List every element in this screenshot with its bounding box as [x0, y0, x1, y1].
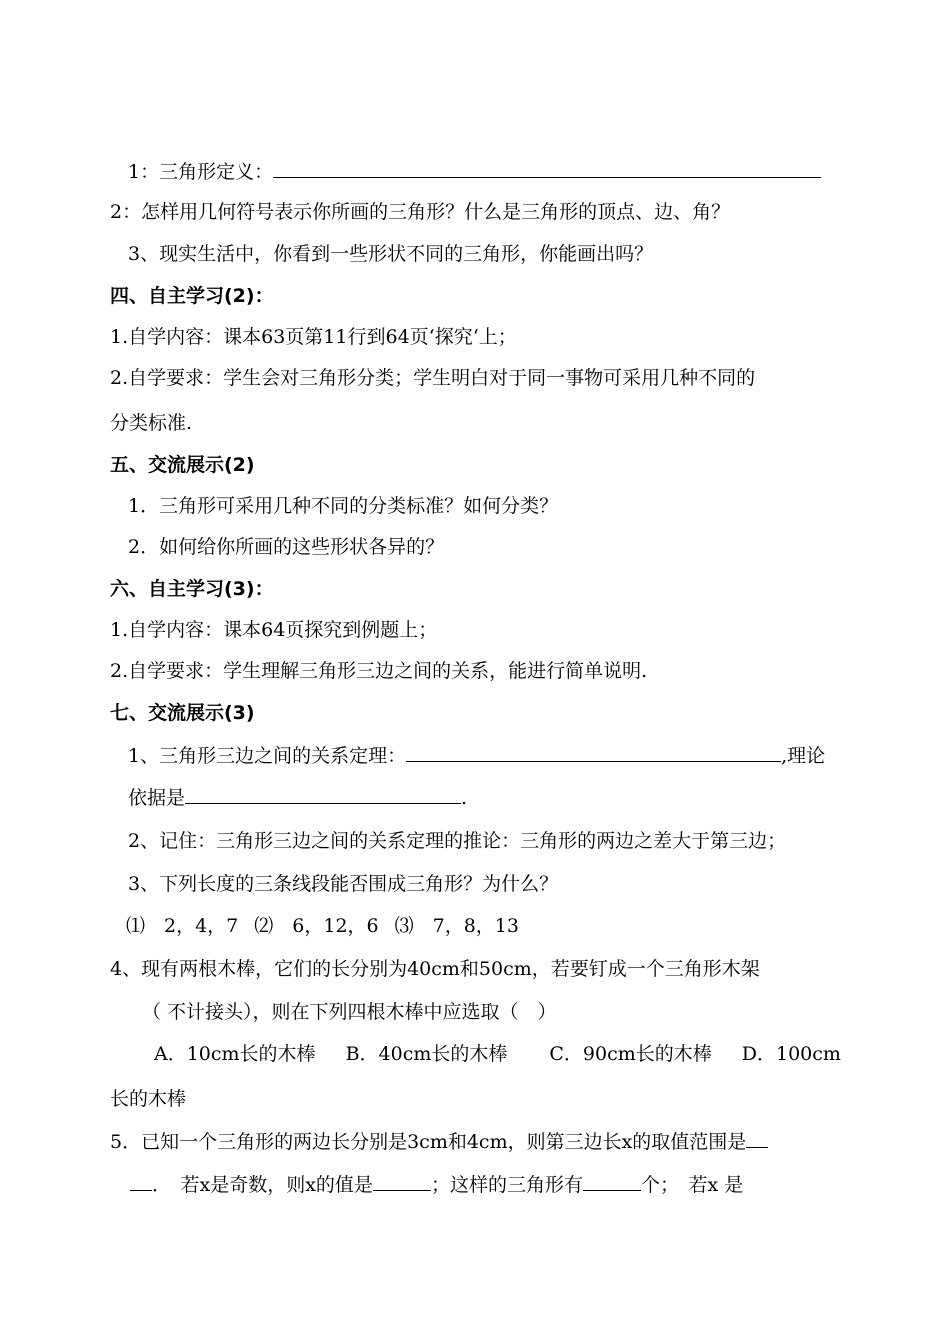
question-text: ；这样的三角形有: [430, 1174, 583, 1196]
question-text: 5．已知一个三角形的两边长分别是3cm和4cm，则第三边长x的取值范围是: [110, 1131, 747, 1153]
answer-blank[interactable]: [373, 1170, 431, 1191]
question-text: .: [461, 787, 468, 809]
answer-blank[interactable]: [185, 783, 461, 804]
answer-blank[interactable]: [583, 1170, 641, 1191]
exchange-question-2: 2．如何给你所画的这些形状各异的？: [128, 536, 445, 558]
question-odd-x: [130, 1170, 743, 1198]
section-heading-exchange-3: 七、交流展示(3): [110, 702, 255, 724]
choice-c[interactable]: C．90cm长的木棒: [549, 1043, 712, 1065]
question-wooden-sticks-cont: （ 不计接头），则在下列四根木棒中应选取（ ）: [142, 1001, 557, 1023]
answer-blank[interactable]: [273, 157, 821, 178]
question-text: 1、三角形三边之间的关系定理：: [128, 745, 407, 767]
question-triangle-definition: [128, 157, 821, 185]
option-3: ⑶ 7，8，13: [394, 915, 519, 937]
answer-blank[interactable]: [406, 741, 781, 762]
question-form-triangle: 3、下列长度的三条线段能否围成三角形？为什么？: [128, 873, 559, 895]
segment-options: [126, 912, 519, 940]
self-study-requirement-2: 2.自学要求：学生会对三角形分类；学生明白对于同一事物可采用几种不同的: [110, 367, 756, 389]
section-heading-self-study-3: 六、自主学习(3)：: [110, 578, 274, 600]
self-study-requirement-3: 2.自学要求：学生理解三角形三边之间的关系，能进行简单说明.: [110, 660, 648, 682]
answer-blank[interactable]: [130, 1170, 152, 1191]
question-theorem-basis: [128, 783, 467, 811]
choice-options: [154, 1040, 841, 1068]
self-study-content-2: 1.自学内容：课本63页第11行到64页‘探究‘上；: [110, 326, 517, 348]
question-text: ,理论: [781, 745, 826, 767]
question-third-side-range: [110, 1127, 768, 1155]
section-heading-exchange-2: 五、交流展示(2): [110, 454, 255, 476]
choice-d[interactable]: D．100cm: [741, 1043, 841, 1065]
section-heading-self-study-2: 四、自主学习(2)：: [110, 285, 274, 307]
question-triangle-side-theorem: [128, 741, 825, 769]
option-2: ⑵ 6，12，6: [254, 915, 379, 937]
self-study-content-3: 1.自学内容：课本64页探究到例题上；: [110, 619, 438, 641]
answer-blank[interactable]: [746, 1127, 768, 1148]
choice-b[interactable]: B．40cm长的木棒: [345, 1043, 508, 1065]
question-draw-triangles: 3、现实生活中，你看到一些形状不同的三角形，你能画出吗？: [128, 243, 654, 265]
question-text: ． 若x是奇数，则x的值是: [152, 1174, 373, 1196]
choice-a[interactable]: A．10cm长的木棒: [154, 1043, 316, 1065]
question-text: 1：三角形定义：: [128, 161, 274, 183]
option-1: ⑴ 2，4，7: [126, 915, 239, 937]
question-wooden-sticks: 4、现有两根木棒，它们的长分别为40cm和50cm，若要钉成一个三角形木架: [110, 958, 760, 980]
question-text: 依据是: [128, 787, 186, 809]
theorem-corollary: 2、记住：三角形三边之间的关系定理的推论：三角形的两边之差大于第三边；: [128, 830, 787, 852]
exchange-question-1: 1．三角形可采用几种不同的分类标准？如何分类？: [128, 495, 559, 517]
question-text: 个； 若x 是: [640, 1174, 744, 1196]
question-geometry-symbol: 2：怎样用几何符号表示你所画的三角形？什么是三角形的顶点、边、角？: [110, 201, 731, 223]
self-study-requirement-2-cont: 分类标准.: [110, 412, 193, 434]
choice-d-cont: 长的木棒: [110, 1088, 187, 1110]
